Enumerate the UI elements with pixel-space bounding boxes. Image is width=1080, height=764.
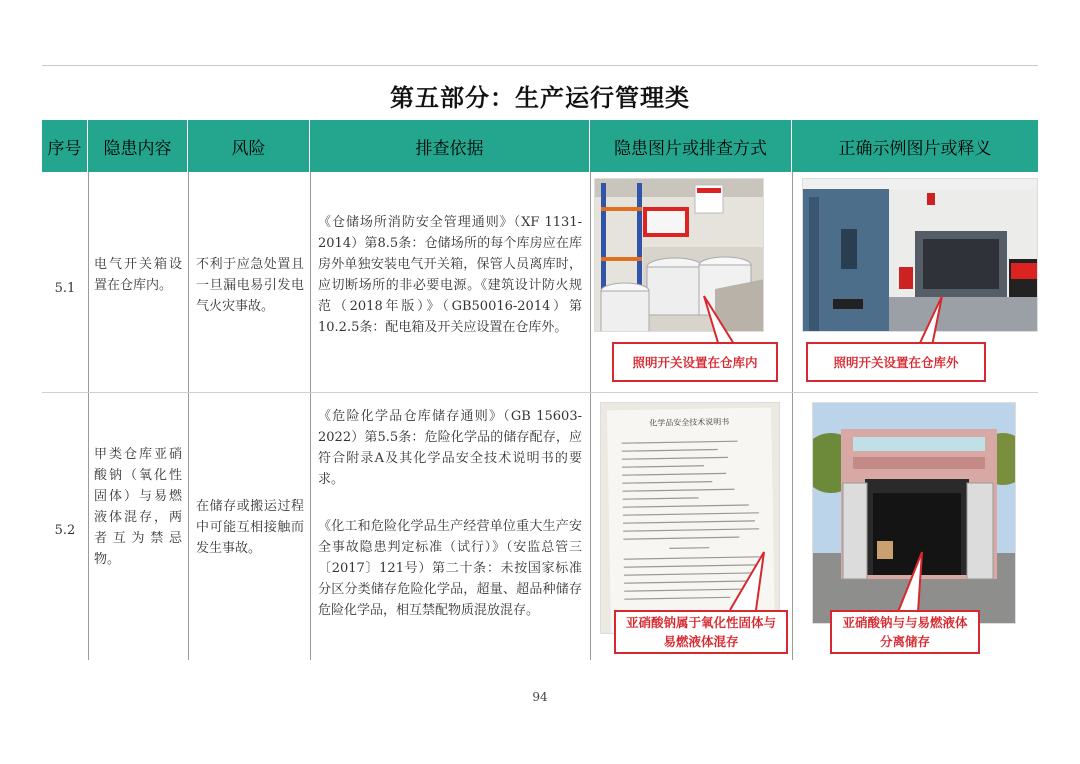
- header-basis: 排查依据: [310, 120, 590, 172]
- row-hazard: 电气开关箱设置在仓库内。: [94, 257, 182, 293]
- header-correct-image: 正确示例图片或释义: [792, 120, 1038, 172]
- header-risk: 风险: [188, 120, 310, 172]
- row-risk: 不利于应急处置且一旦漏电易引发电气火灾事故。: [196, 257, 304, 314]
- row-basis-1: 《危险化学品仓库储存通则》（GB 15603-2022）第5.5条：危险化学品的储存配存，应符合附录A及其化学品安全技术说明书的要求。: [318, 409, 582, 487]
- hazard-caption: 亚硝酸钠属于氧化性固体与易燃液体混存: [614, 610, 788, 654]
- column-divider: [188, 172, 189, 660]
- row-basis-2: 《化工和危险化学品生产经营单位重大生产安全事故隐患判定标准（试行）》（安监总管三〔2017〕121号）第二十条：未按国家标准分区分类储存危险化学品，超量、超品种储存危险化学品，相互禁配物质混放混存。: [318, 519, 582, 618]
- top-divider: [42, 65, 1038, 66]
- row-seq: 5.2: [54, 523, 76, 538]
- header-seq: 序号: [42, 120, 88, 172]
- row-basis: 《仓储场所消防安全管理通则》（XF 1131-2014）第8.5条：仓储场所的每个库房应在库房外单独安装电气开关箱，保管人员离库时，应切断场所的非必要电源。《建筑设计防火规范（2018年版）》（GB50016-2014）第10.2.5条：配电箱及开关应设置在仓库外。: [318, 215, 582, 335]
- header-hazard-image: 隐患图片或排查方式: [590, 120, 792, 172]
- row-hazard: 甲类仓库亚硝酸钠（氧化性固体）与易燃液体混存，两者互为禁忌物。: [94, 447, 182, 567]
- column-divider: [310, 172, 311, 660]
- page-title: 第五部分：生产运行管理类: [390, 84, 690, 112]
- header-hazard: 隐患内容: [88, 120, 188, 172]
- hazard-caption: 照明开关设置在仓库内: [612, 342, 778, 382]
- correct-caption: 亚硝酸钠与与易燃液体分离储存: [830, 610, 980, 654]
- msds-title: 化学品安全技术说明书: [649, 417, 730, 428]
- hazard-table: [42, 120, 1038, 660]
- correct-caption: 照明开关设置在仓库外: [806, 342, 986, 382]
- column-divider: [590, 172, 591, 660]
- row-risk: 在储存或搬运过程中可能互相接触而发生事故。: [196, 499, 304, 556]
- page-number: 94: [532, 690, 548, 704]
- row-seq: 5.1: [54, 281, 76, 296]
- column-divider: [88, 172, 89, 660]
